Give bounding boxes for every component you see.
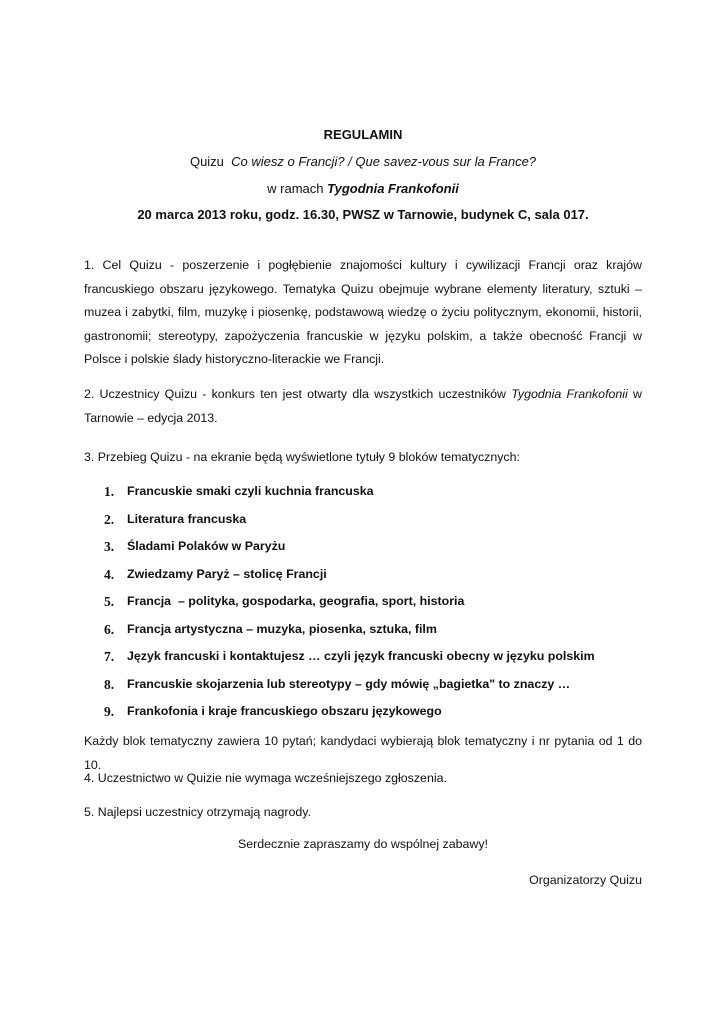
list-text: Śladami Polaków w Paryżu: [127, 539, 286, 553]
list-text: Literatura francuska: [127, 511, 247, 526]
list-text: Francuskie skojarzenia lub stereotypy – gdy mówię „bagietka" to znaczy …: [127, 676, 571, 691]
list-number: 3.: [104, 539, 115, 554]
section-5-prizes: 5. Najlepsi uczestnicy otrzymają nagrody.: [84, 805, 312, 819]
section-2-event-name: Tygodnia Frankofonii: [511, 387, 628, 401]
signature: Organizatorzy Quizu: [529, 873, 642, 887]
list-number: 5.: [104, 594, 115, 609]
list-item: [84, 643, 642, 671]
list-text: Francja – polityka, gospodarka, geografia, sport, historia: [127, 594, 465, 608]
quiz-name-line: [84, 154, 642, 169]
list-item: [84, 478, 642, 506]
quiz-name-title: Co wiesz o Francji? / Que savez-vous sur la France?: [231, 154, 537, 169]
quiz-name-prefix: Quizu: [189, 154, 232, 169]
list-number: 7.: [104, 649, 115, 664]
list-number: 2.: [104, 511, 115, 527]
closing-invitation: Serdecznie zapraszamy do wspólnej zabawy!: [237, 837, 488, 851]
thematic-blocks-list: [84, 478, 642, 726]
list-item: [84, 533, 642, 561]
section-2-participants: [84, 383, 642, 430]
list-text: Frankofonia i kraje francuskiego obszaru językowego: [127, 704, 442, 718]
list-item: [84, 588, 642, 616]
list-number: 8.: [104, 676, 115, 692]
list-item: [84, 616, 642, 644]
event-prefix: w ramach: [267, 181, 328, 196]
list-text: Francja artystyczna – muzyka, piosenka, sztuka, film: [127, 621, 437, 636]
blocks-note: Każdy blok tematyczny zawiera 10 pytań; kandydaci wybierają blok tematyczny i nr pytania od 1 do 10.: [84, 734, 642, 772]
list-text: Język francuski i kontaktujesz … czyli język francuski obecny w języku polskim: [127, 649, 595, 663]
list-text: Zwiedzamy Paryż – stolicę Francji: [127, 566, 327, 581]
section-1-goal: 1. Cel Quizu - poszerzenie i pogłębienie znajomości kultury i cywilizacji Francji oraz krajów francuskiego obszaru językowego. Tematyka Quizu obejmuje wybrane elementy literatury, sztuki – muzea i zabytki, film, muzykę i piosenkę, podstawową wiedzę o życiu politycznym, ekonomii, historii, gastronomii; stereotypy, zapożyczenia francuskie w języku polskim, a także obecność Francji w Polsce i polskie ślady historyczno-literackie we Francji.: [84, 258, 642, 366]
list-text: Francuskie smaki czyli kuchnia francuska: [127, 484, 374, 498]
event-name: Tygodnia Frankofonii: [327, 181, 459, 196]
list-number: 1.: [104, 484, 115, 499]
section-2-prefix: 2. Uczestnicy Quizu - konkurs ten jest otwarty dla wszystkich uczestników: [84, 387, 512, 401]
section-3-procedure: 3. Przebieg Quizu - na ekranie będą wyświetlone tytuły 9 bloków tematycznych:: [84, 450, 520, 464]
date-location-line: 20 marca 2013 roku, godz. 16.30, PWSZ w Tarnowie, budynek C, sala 017.: [137, 207, 589, 222]
section-2-suffix: w Tarnowie – edycja 2013.: [84, 387, 642, 425]
list-number: 4.: [104, 566, 115, 582]
document-title: REGULAMIN: [323, 127, 403, 142]
list-number: 9.: [104, 704, 115, 719]
list-number: 6.: [104, 621, 115, 637]
list-item: [84, 671, 642, 699]
list-item: [84, 698, 642, 726]
section-4-participation: 4. Uczestnictwo w Quizie nie wymaga wcześniejszego zgłoszenia.: [84, 771, 447, 785]
list-item: [84, 506, 642, 534]
event-line: [84, 181, 642, 196]
list-item: [84, 561, 642, 589]
